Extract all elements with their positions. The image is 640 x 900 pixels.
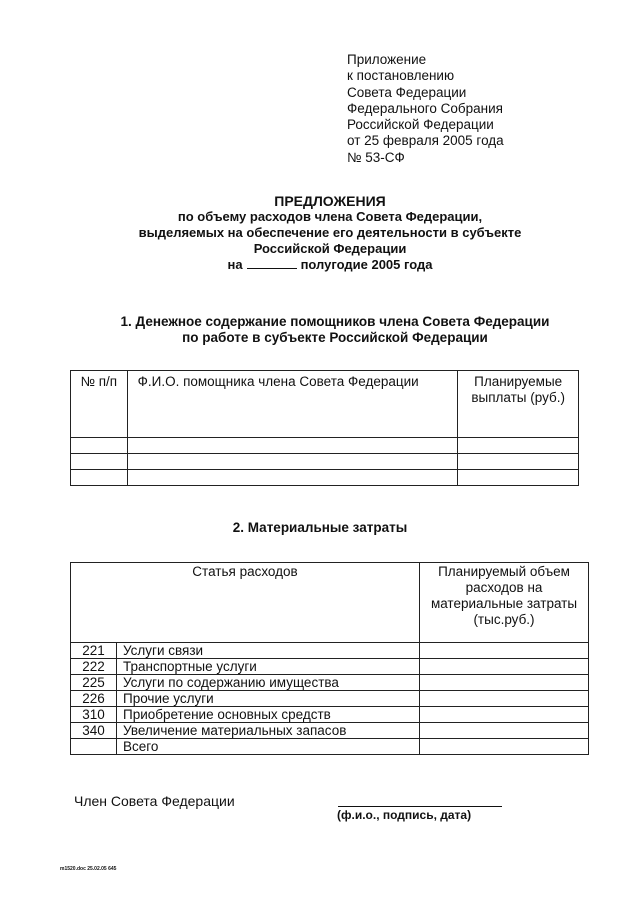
header-fio: Ф.И.О. помощника члена Совета Федерации — [127, 371, 458, 438]
signature-line — [338, 806, 502, 807]
row-name: Прочие услуги — [117, 691, 420, 707]
document-title — [100, 193, 560, 273]
appendix-line: от 25 февраля 2005 года — [347, 133, 504, 149]
row-name: Услуги по содержанию имущества — [117, 675, 420, 691]
header-item: Статья расходов — [71, 563, 420, 643]
row-code: 225 — [71, 675, 117, 691]
title-line: выделяемых на обеспечение его деятельности в субъекте — [138, 225, 522, 240]
signature-caption: (ф.и.о., подпись, дата) — [337, 808, 472, 822]
table-row — [71, 659, 589, 675]
row-code — [71, 739, 117, 755]
row-name: Транспортные услуги — [117, 659, 420, 675]
appendix-block — [347, 52, 504, 166]
table-row — [71, 723, 589, 739]
row-code: 226 — [71, 691, 117, 707]
row-name: Услуги связи — [117, 643, 420, 659]
row-amount — [420, 707, 589, 723]
title-main: ПРЕДЛОЖЕНИЯ — [274, 193, 386, 209]
row-amount — [420, 723, 589, 739]
section1-heading-line1: 1. Денежное содержание помощников члена Совета Федерации — [120, 314, 550, 329]
table-row — [71, 454, 579, 470]
table-header-row — [71, 371, 579, 438]
table-row-total — [71, 739, 589, 755]
appendix-line: Федерального Собрания — [347, 100, 503, 116]
section1-heading — [90, 314, 580, 346]
row-code: 340 — [71, 723, 117, 739]
row-name: Увеличение материальных запасов — [117, 723, 420, 739]
row-name: Приобретение основных средств — [117, 707, 420, 723]
appendix-line: к постановлению — [347, 68, 455, 84]
title-line: Российской Федерации — [253, 241, 407, 256]
table-header-row — [71, 563, 589, 643]
expenses-table — [70, 562, 589, 755]
header-num: № п/п — [71, 371, 128, 438]
row-amount — [420, 739, 589, 755]
period-blank-line — [247, 258, 297, 269]
section2-heading: 2. Материальные затраты — [232, 520, 408, 535]
signer-label: Член Совета Федерации — [74, 793, 235, 809]
row-name: Всего — [117, 739, 420, 755]
table-row — [71, 675, 589, 691]
row-code: 222 — [71, 659, 117, 675]
row-amount — [420, 675, 589, 691]
row-code: 310 — [71, 707, 117, 723]
table-row — [71, 691, 589, 707]
appendix-line: № 53-СФ — [347, 149, 405, 165]
footer-reference: m1520.doc 25.02.05 645 — [60, 866, 117, 872]
table-row — [71, 438, 579, 454]
table-row — [71, 707, 589, 723]
row-code: 221 — [71, 643, 117, 659]
header-pay: Планируемые выплаты (руб.) — [458, 371, 579, 438]
title-period — [100, 257, 560, 273]
table-row — [71, 470, 579, 486]
period-suffix: полугодие 2005 года — [300, 257, 433, 272]
appendix-line: Российской Федерации — [347, 117, 494, 133]
section1-heading-line2: по работе в субъекте Российской Федерации — [182, 330, 488, 345]
row-amount — [420, 691, 589, 707]
header-amount: Планируемый объем расходов на материальные затраты (тыс.руб.) — [420, 563, 589, 643]
row-amount — [420, 659, 589, 675]
appendix-line: Совета Федерации — [347, 84, 467, 100]
row-amount — [420, 643, 589, 659]
assistants-table — [70, 370, 579, 486]
table-row — [71, 643, 589, 659]
appendix-line: Приложение — [347, 52, 427, 67]
title-line: по объему расходов члена Совета Федерации, — [177, 209, 483, 224]
period-prefix: на — [227, 257, 243, 272]
